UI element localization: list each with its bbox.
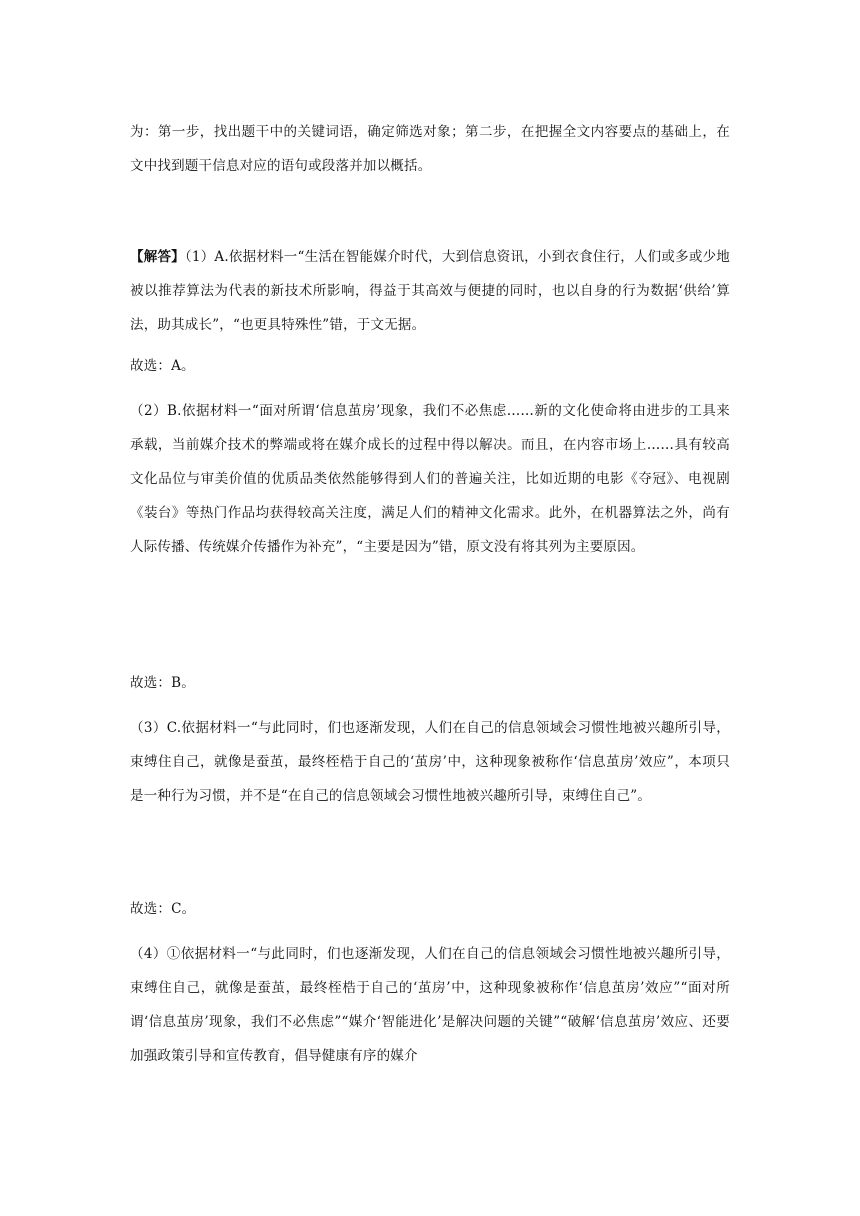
answer-tag: 【解答】 (130, 249, 185, 265)
answer-paragraph-1 (130, 240, 730, 342)
answer-paragraph-4 (130, 937, 730, 1073)
answer-text-3: （3）C.依据材料一“与此同时，们也逐渐发现，人们在自己的信息领域会习惯性地被兴趣所引导，束缚住自己，就像是蚕茧，最终桎梏于自己的‘茧房’中，这种现象被称作‘信息茧房’效应”，本项只是一种行为习惯，并不是“在自己的信息领域会习惯性地被兴趣所引导，束缚住自己”。 (130, 720, 730, 804)
analysis-paragraph (130, 115, 730, 183)
answer-text-4: （4）①依据材料一“与此同时，们也逐渐发现，人们在自己的信息领域会习惯性地被兴趣所引导，束缚住自己，就像是蚕茧，最终桎梏于自己的‘茧房’中，这种现象被称作‘信息茧房’效应”“面对所谓‘信息茧房’现象，我们不必焦虑”“媒介‘智能进化’是解决问题的关键”“破解‘信息茧房’效应、还要加强政策引导和宣传教育，倡导健康有序的媒介 (130, 946, 730, 1064)
answer-paragraph-2 (130, 394, 730, 564)
choice-paragraph-1 (130, 349, 730, 383)
answer-text-1: （1）A.依据材料一“生活在智能媒介时代，大到信息资讯，小到衣食住行，人们或多或少地被以推荐算法为代表的新技术所影响，得益于其高效与便捷的同时，也以自身的行为数据‘供给’算法，助其成长”，“也更具特殊性”错，于文无据。 (130, 249, 730, 333)
answer-text-2: （2）B.依据材料一“面对所谓‘信息茧房’现象，我们不必焦虑……新的文化使命将由进步的工具来承载，当前媒介技术的弊端或将在媒介成长的过程中得以解决。而且，在内容市场上……具有较高文化品位与审美价值的优质品类依然能够得到人们的普遍关注，比如近期的电影《夺冠》、电视剧《装台》等热门作品均获得较高关注度，满足人们的精神文化需求。此外，在机器算法之外，尚有人际传播、传统媒介传播作为补充”，“主要是因为”错，原文没有将其列为主要原因。 (130, 403, 730, 555)
choice-text-2: 故选：B。 (130, 675, 195, 691)
choice-text-1: 故选：A。 (130, 358, 195, 374)
answer-paragraph-3 (130, 711, 730, 813)
choice-paragraph-2 (130, 666, 730, 700)
choice-paragraph-3 (130, 892, 730, 926)
choice-text-3: 故选：C。 (130, 901, 196, 917)
analysis-text: 为：第一步，找出题干中的关键词语，确定筛选对象；第二步，在把握全文内容要点的基础上，在文中找到题干信息对应的语句或段落并加以概括。 (130, 124, 730, 174)
